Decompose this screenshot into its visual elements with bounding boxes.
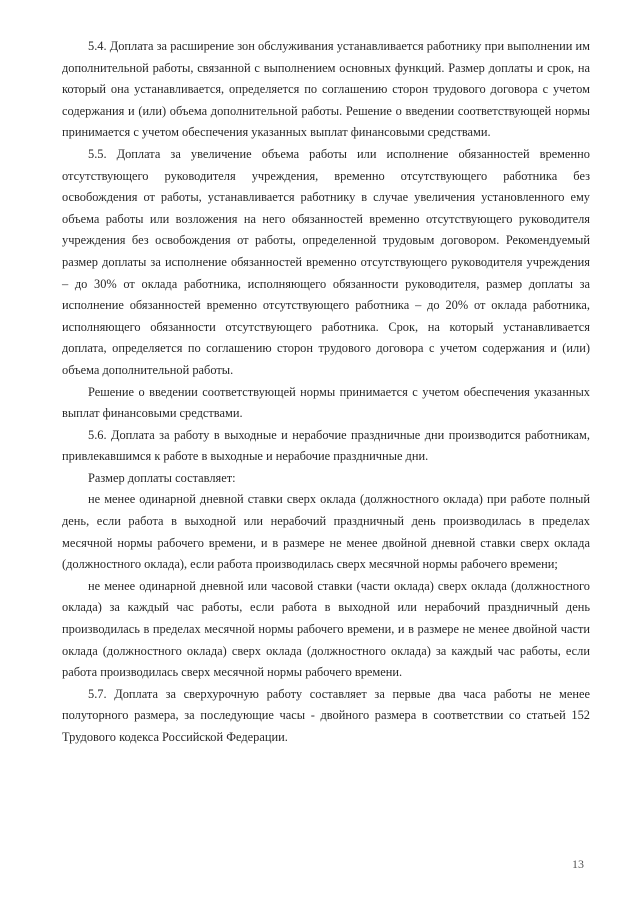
paragraph-5-5: 5.5. Доплата за увеличение объема работы или исполнение обязанностей временно отсутствующего руководителя учреждения, временно отсутствующего работника без освобождения от работы, устанавливается работнику в случае увеличения установленного ему объема работы или возложения на него обязанностей временно отсутствующего руководителя учреждения без освобождения от работы, определенной трудовым договором. Рекомендуемый размер доплаты за исполнение обязанностей временно отсутствующего руководителя учреждения – до 30% от оклада работника, исполняющего обязанности руководителя, размер доплаты за исполнение обязанностей временно отсутствующего работника – до 20% от оклада работника, исполняющего обязанности отсутствующего работника. Срок, на который устанавливается доплата, определяется по соглашению сторон трудового договора с учетом содержания и (или) объема дополнительной работы. (62, 146, 590, 377)
document-body (62, 36, 590, 749)
page-number: 13 (572, 857, 584, 871)
paragraph-full-day-rate: не менее одинарной дневной ставки сверх оклада (должностного оклада) при работе полный день, если работа в выходной или нерабочий праздничный день производилась в пределах месячной нормы рабочего времени, и в размере не менее двойной дневной ставки сверх оклада (должностного оклада), если работа производилась сверх месячной нормы рабочего времени; (62, 492, 590, 572)
paragraph-5-7: 5.7. Доплата за сверхурочную работу составляет за первые два часа работы не менее полуторного размера, за последующие часы - двойного размера в соответствии со статьей 152 Трудового кодекса Российской Федерации. (62, 686, 590, 744)
paragraph-payment-size: Размер доплаты составляет: (88, 470, 236, 485)
paragraph-hourly-rate: не менее одинарной дневной или часовой ставки (части оклада) сверх оклада (должностного оклада) за каждый час работы, если работа в выходной или нерабочий праздничный день производилась в пределах месячной нормы рабочего времени, и в размере не менее двойной части оклада (должностного оклада) сверх оклада (должностного оклада) за каждый час работы, если работа производилась сверх месячной нормы рабочего времени. (62, 578, 590, 680)
paragraph-5-4: 5.4. Доплата за расширение зон обслуживания устанавливается работнику при выполнении им дополнительной работы, связанной с выполнением основных функций. Размер доплаты и срок, на который она устанавливается, определяется по соглашению сторон трудового договора с учетом содержания и (или) объема дополнительной работы. Решение о введении соответствующей нормы принимается с учетом обеспечения указанных выплат финансовыми средствами. (62, 39, 590, 140)
paragraph-decision-note: Решение о введении соответствующей нормы принимается с учетом обеспечения указанных выплат финансовыми средствами. (62, 384, 590, 421)
paragraph-5-6: 5.6. Доплата за работу в выходные и нерабочие праздничные дни производится работникам, привлекавшимся к работе в выходные и нерабочие праздничные дни. (62, 427, 590, 464)
